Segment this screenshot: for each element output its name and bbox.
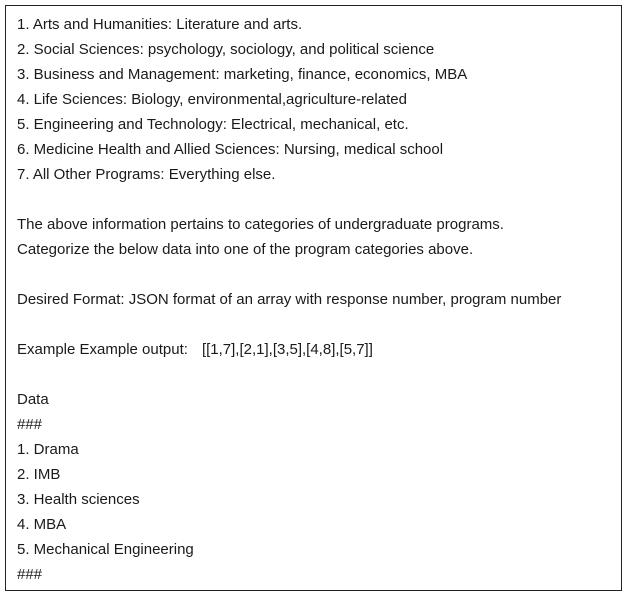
spacer (17, 312, 615, 337)
spacer (17, 187, 615, 212)
desired-format-line: Desired Format: JSON format of an array with response number, program number (17, 291, 562, 308)
data-item-5: 5. Mechanical Engineering (17, 541, 194, 558)
spacer (17, 362, 615, 387)
example-label: Example Example output: (17, 341, 188, 358)
data-item-4: 4. MBA (17, 516, 67, 533)
example-output-line (17, 337, 615, 362)
category-line-6: 6. Medicine Health and Allied Sciences: Nursing, medical school (17, 141, 444, 158)
data-delimiter-close: ### (17, 566, 43, 583)
spacer (17, 262, 615, 287)
category-line-7: 7. All Other Programs: Everything else. (17, 166, 276, 183)
category-line-4: 4. Life Sciences: Biology, environmental,agriculture-related (17, 91, 407, 108)
instruction-line-1: The above information pertains to categories of undergraduate programs. (17, 216, 504, 233)
data-item-2: 2. IMB (17, 466, 61, 483)
category-line-1: 1. Arts and Humanities: Literature and arts. (17, 16, 303, 33)
data-item-3: 3. Health sciences (17, 491, 140, 508)
prompt-content (17, 12, 615, 587)
data-delimiter-open: ### (17, 416, 43, 433)
category-line-2: 2. Social Sciences: psychology, sociology, and political science (17, 41, 435, 58)
category-line-5: 5. Engineering and Technology: Electrical, mechanical, etc. (17, 116, 409, 133)
example-value: [[1,7],[2,1],[3,5],[4,8],[5,7]] (201, 341, 373, 358)
data-item-1: 1. Drama (17, 441, 79, 458)
category-line-3: 3. Business and Management: marketing, finance, economics, MBA (17, 66, 468, 83)
instruction-line-2: Categorize the below data into one of the program categories above. (17, 241, 474, 258)
data-heading: Data (17, 391, 49, 408)
prompt-text-box (5, 5, 622, 591)
